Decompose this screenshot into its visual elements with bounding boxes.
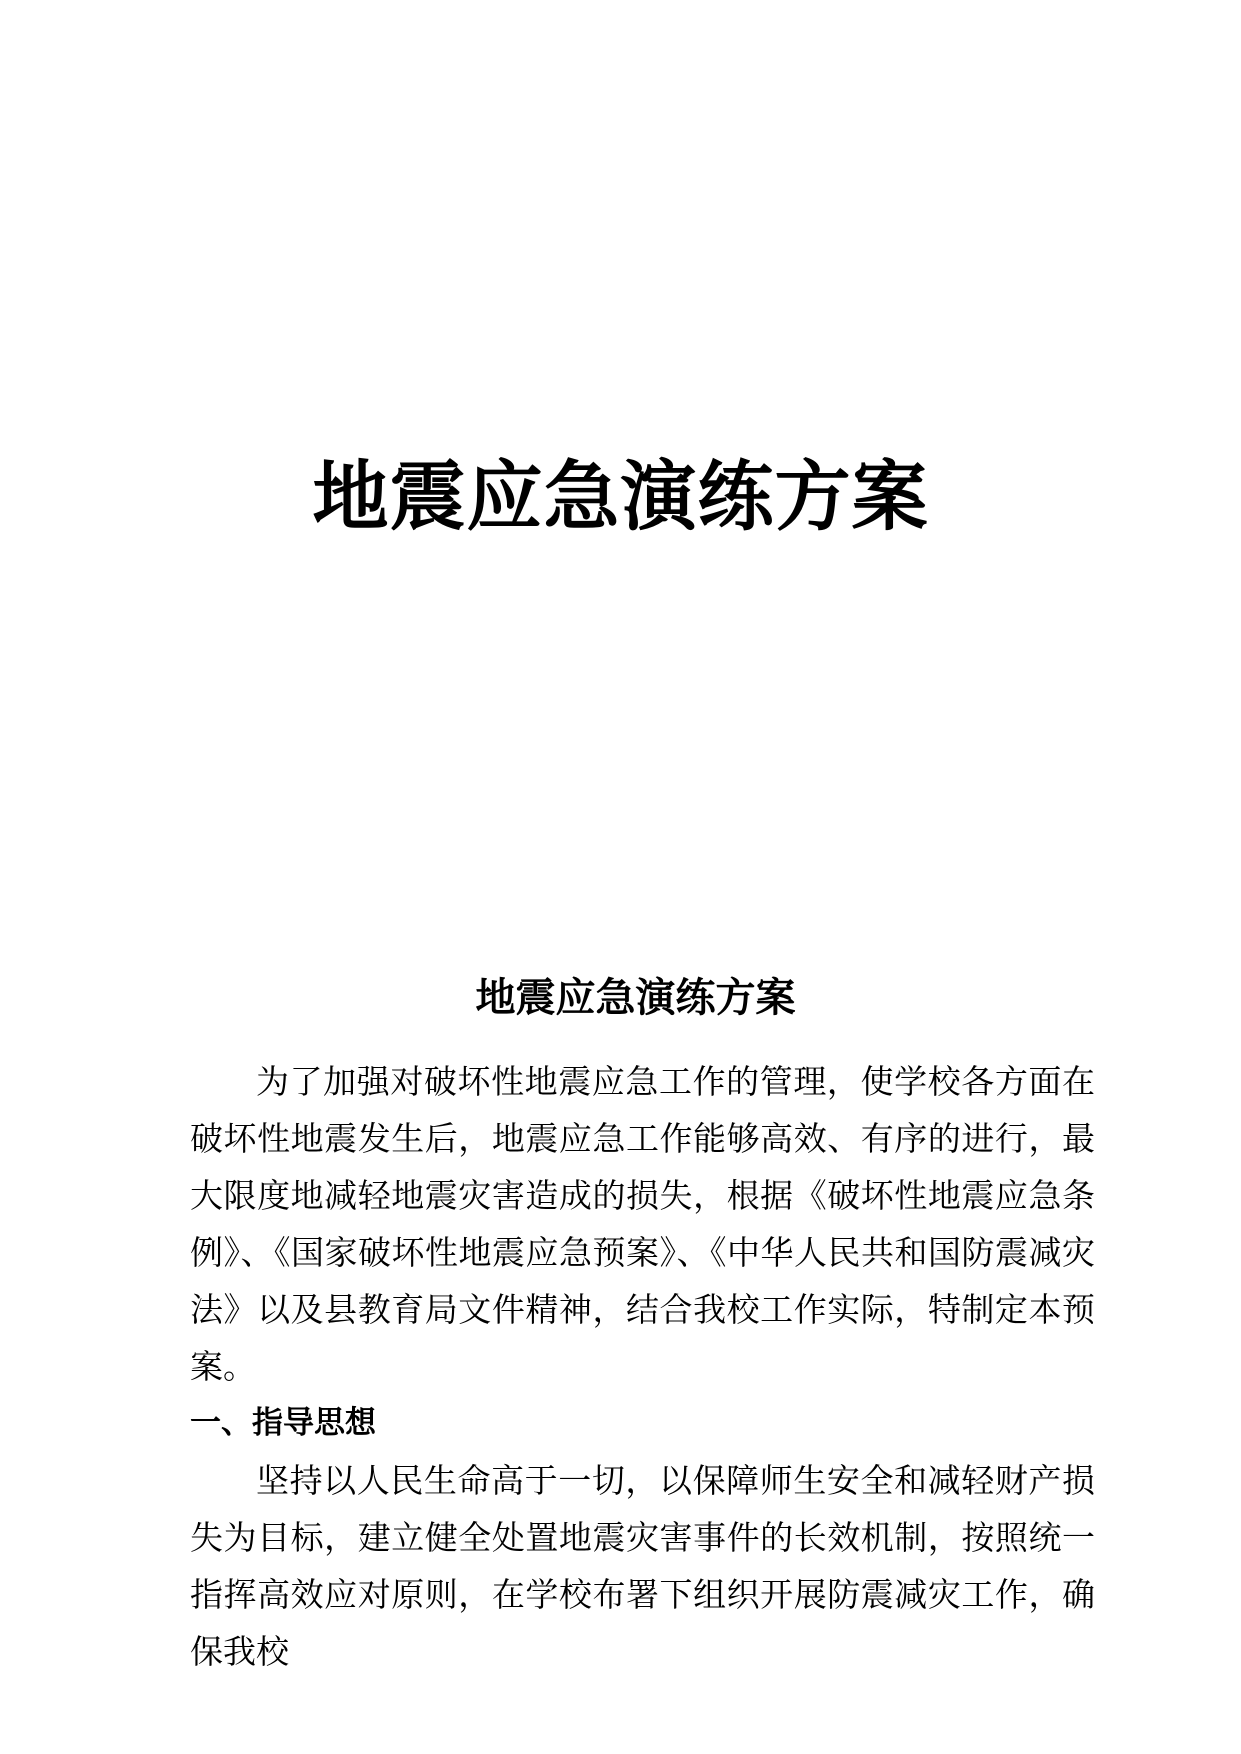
document-heading: 地震应急演练方案 xyxy=(475,974,796,1021)
intro-paragraph: 为了加强对破坏性地震应急工作的管理，使学校各方面在破坏性地震发生后，地震应急工作能够高效、有序的进行，最大限度地减轻地震灾害造成的损失，根据《破坏性地震应急条例》、《国家破坏性地震应急预案》、《中华人民共和国防震减灾法》以及县教育局文件精神，结合我校工作实际，特制定本预案。 xyxy=(190,1062,1095,1386)
document-body xyxy=(190,1053,1095,1680)
cover-title: 地震应急演练方案 xyxy=(312,452,929,541)
section-paragraph-guiding-thought: 坚持以人民生命高于一切，以保障师生安全和减轻财产损失为目标，建立健全处置地震灾害事件的长效机制，按照统一指挥高效应对原则，在学校布署下组织开展防震减灾工作，确保我校 xyxy=(190,1461,1095,1671)
section-title-guiding-thought: 一、指导思想 xyxy=(190,1405,376,1441)
